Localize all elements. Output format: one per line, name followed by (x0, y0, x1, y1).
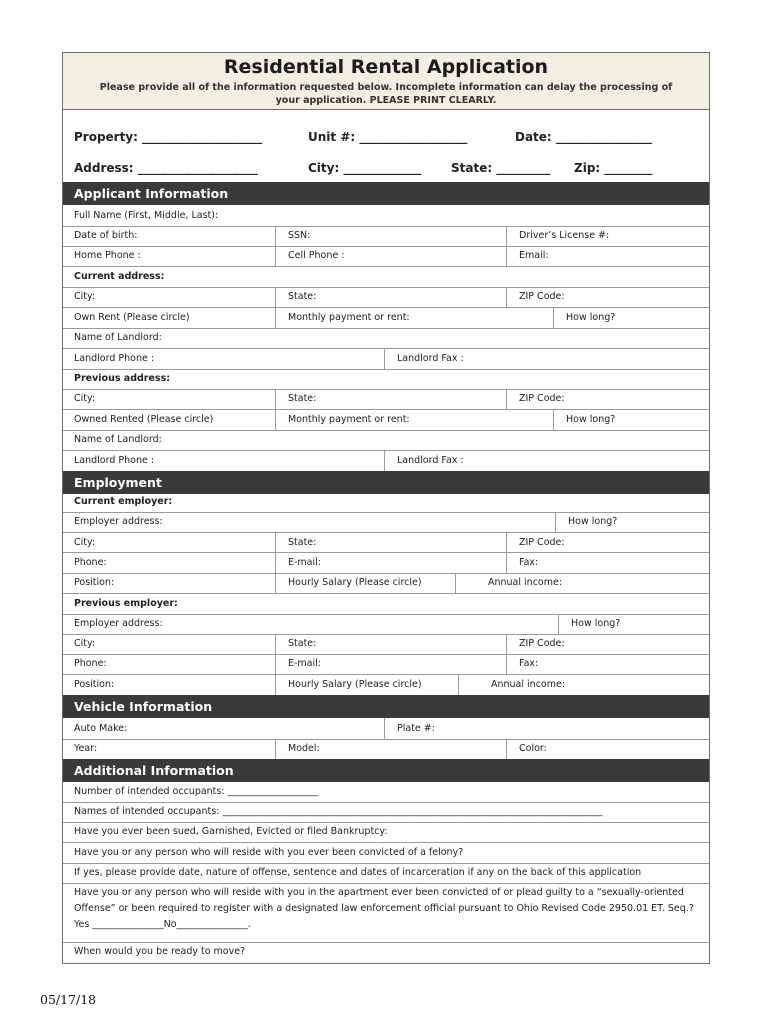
row-divider (63, 863, 709, 864)
owned-rented-choice[interactable]: Owned Rented (Please circle) (74, 414, 214, 425)
footer-date: 05/17/18 (40, 992, 97, 1007)
current-annual-income-label[interactable]: Annual income: (488, 577, 563, 588)
sex-offense-question-line-2: Offense” or been required to register with a designated law enforcement official pursuant to Ohio Revised Code 2950.01 ET. Seq.? (74, 903, 694, 914)
row-divider (63, 552, 709, 553)
previous-employer-phone-label[interactable]: Phone: (74, 658, 107, 669)
names-of-occupants-field[interactable]: Names of intended occupants: ________________________________________________________________________________ (74, 806, 603, 817)
license-label[interactable]: Driver’s License #: (519, 230, 610, 241)
move-ready-question[interactable]: When would you be ready to move? (74, 946, 246, 957)
previous-landlord-fax-label[interactable]: Landlord Fax : (397, 455, 464, 466)
column-divider (506, 739, 507, 759)
column-divider (555, 512, 556, 532)
row-divider (63, 842, 709, 843)
previous-employer-address-label[interactable]: Employer address: (74, 618, 163, 629)
previous-monthly-payment-label[interactable]: Monthly payment or rent: (288, 414, 410, 425)
subtitle-line-1: Please provide all of the information requested below. Incomplete information can delay the processing of (99, 82, 673, 93)
previous-state-label[interactable]: State: (288, 393, 317, 404)
previous-employer-heading: Previous employer: (74, 598, 178, 609)
previous-landlord-phone-label[interactable]: Landlord Phone : (74, 455, 155, 466)
sex-offense-question-line-1: Have you or any person who will reside with you in the apartment ever been convicted of or plead guilty to a “sexually-oriented (74, 887, 684, 898)
column-divider (553, 307, 554, 328)
sued-question[interactable]: Have you ever been sued, Garnished, Evicted or filed Bankruptcy: (74, 826, 388, 837)
previous-city-label[interactable]: City: (74, 393, 96, 404)
property-field[interactable]: Property: ____________________ (74, 130, 263, 144)
form-header (63, 53, 709, 110)
row-divider (63, 822, 709, 823)
plate-label[interactable]: Plate #: (397, 723, 435, 734)
row-divider (63, 450, 709, 451)
current-position-label[interactable]: Position: (74, 577, 115, 588)
form-subtitle (73, 81, 699, 107)
column-divider (558, 614, 559, 634)
felony-details-note: If yes, please provide date, nature of offense, sentence and dates of incarceration if any on the back of this application (74, 867, 642, 878)
auto-make-label[interactable]: Auto Make: (74, 723, 128, 734)
row-divider (63, 883, 709, 884)
row-divider (63, 226, 709, 227)
row-divider (63, 634, 709, 635)
column-divider (275, 739, 276, 759)
previous-employer-city-label[interactable]: City: (74, 638, 96, 649)
row-divider (63, 512, 709, 513)
section-applicant-information: Applicant Information (63, 182, 709, 205)
previous-annual-income-label[interactable]: Annual income: (491, 679, 566, 690)
zip-field[interactable]: Zip: ________ (574, 161, 653, 175)
current-how-long-label[interactable]: How long? (566, 312, 616, 323)
current-city-label[interactable]: City: (74, 291, 96, 302)
row-divider (63, 389, 709, 390)
column-divider (458, 674, 459, 695)
current-employer-fax-label[interactable]: Fax: (519, 557, 539, 568)
row-divider (63, 430, 709, 431)
address-field[interactable]: Address: ____________________ (74, 161, 258, 175)
cell-phone-label[interactable]: Cell Phone : (288, 250, 345, 261)
row-divider (63, 409, 709, 410)
current-employer-zip-label[interactable]: ZIP Code: (519, 537, 565, 548)
previous-employer-zip-label[interactable]: ZIP Code: (519, 638, 565, 649)
full-name-label[interactable]: Full Name (First, Middle, Last): (74, 210, 219, 221)
email-label[interactable]: Email: (519, 250, 549, 261)
current-employer-city-label[interactable]: City: (74, 537, 96, 548)
previous-employer-email-label[interactable]: E-mail: (288, 658, 321, 669)
row-divider (63, 674, 709, 675)
vehicle-color-label[interactable]: Color: (519, 743, 547, 754)
current-hourly-salary-choice[interactable]: Hourly Salary (Please circle) (288, 577, 422, 588)
row-divider (63, 246, 709, 247)
row-divider (63, 942, 709, 943)
column-divider (275, 634, 276, 695)
unit-field[interactable]: Unit #: __________________ (308, 130, 468, 144)
previous-employer-state-label[interactable]: State: (288, 638, 317, 649)
current-zip-label[interactable]: ZIP Code: (519, 291, 565, 302)
column-divider (506, 389, 507, 409)
row-divider (63, 266, 709, 267)
column-divider (384, 718, 385, 739)
previous-hourly-salary-choice[interactable]: Hourly Salary (Please circle) (288, 679, 422, 690)
current-employer-how-long-label[interactable]: How long? (568, 516, 618, 527)
previous-zip-label[interactable]: ZIP Code: (519, 393, 565, 404)
previous-address-heading: Previous address: (74, 373, 171, 384)
rental-application-form (62, 52, 710, 964)
section-employment: Employment (63, 471, 709, 494)
column-divider (506, 287, 507, 307)
vehicle-model-label[interactable]: Model: (288, 743, 320, 754)
state-field[interactable]: State: _________ (451, 161, 551, 175)
row-divider (63, 614, 709, 615)
row-divider (63, 287, 709, 288)
current-employer-email-label[interactable]: E-mail: (288, 557, 321, 568)
row-divider (63, 654, 709, 655)
section-additional-information: Additional Information (63, 759, 709, 782)
row-divider (63, 593, 709, 594)
yes-no-answer[interactable]: Yes _______________No_______________. (74, 919, 251, 930)
own-rent-choice[interactable]: Own Rent (Please circle) (74, 312, 190, 323)
current-state-label[interactable]: State: (288, 291, 317, 302)
current-landlord-name-label[interactable]: Name of Landlord: (74, 332, 162, 343)
subtitle-line-2: your application. PLEASE PRINT CLEARLY. (275, 95, 497, 106)
column-divider (275, 532, 276, 593)
current-employer-heading: Current employer: (74, 496, 173, 507)
column-divider (384, 450, 385, 471)
previous-how-long-label[interactable]: How long? (566, 414, 616, 425)
ssn-label[interactable]: SSN: (288, 230, 311, 241)
row-divider (63, 739, 709, 740)
row-divider (63, 328, 709, 329)
row-divider (63, 532, 709, 533)
row-divider (63, 369, 709, 370)
current-landlord-fax-label[interactable]: Landlord Fax : (397, 353, 464, 364)
number-of-occupants-field[interactable]: Number of intended occupants: ___________________ (74, 786, 318, 797)
column-divider (553, 409, 554, 430)
column-divider (384, 348, 385, 369)
row-divider (63, 802, 709, 803)
current-landlord-phone-label[interactable]: Landlord Phone : (74, 353, 155, 364)
current-employer-address-label[interactable]: Employer address: (74, 516, 163, 527)
date-field[interactable]: Date: ________________ (515, 130, 652, 144)
felony-question[interactable]: Have you or any person who will reside with you ever been convicted of a felony? (74, 847, 464, 858)
section-vehicle-information: Vehicle Information (63, 695, 709, 718)
current-address-heading: Current address: (74, 271, 165, 282)
city-field[interactable]: City: _____________ (308, 161, 422, 175)
vehicle-year-label[interactable]: Year: (74, 743, 98, 754)
row-divider (63, 307, 709, 308)
current-monthly-payment-label[interactable]: Monthly payment or rent: (288, 312, 410, 323)
form-title: Residential Rental Application (223, 56, 549, 78)
current-employer-phone-label[interactable]: Phone: (74, 557, 107, 568)
row-divider (63, 348, 709, 349)
dob-label[interactable]: Date of birth: (74, 230, 138, 241)
home-phone-label[interactable]: Home Phone : (74, 250, 141, 261)
previous-employer-fax-label[interactable]: Fax: (519, 658, 539, 669)
current-employer-state-label[interactable]: State: (288, 537, 317, 548)
previous-landlord-name-label[interactable]: Name of Landlord: (74, 434, 162, 445)
row-divider (63, 573, 709, 574)
previous-employer-how-long-label[interactable]: How long? (571, 618, 621, 629)
column-divider (455, 573, 456, 593)
previous-position-label[interactable]: Position: (74, 679, 115, 690)
